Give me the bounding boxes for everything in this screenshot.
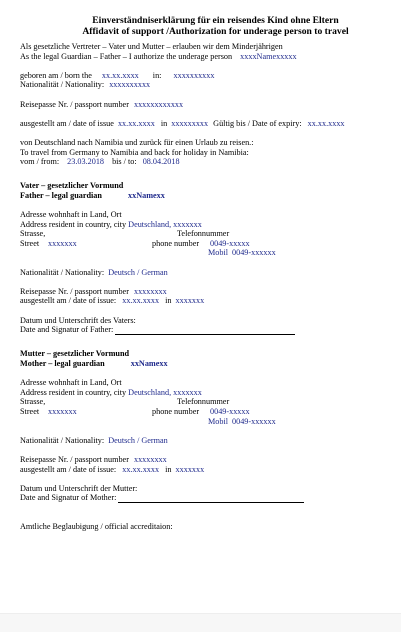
father-passport-value: xxxxxxxx xyxy=(133,286,167,296)
father-issue-label: ausgestellt am / date of issue: xyxy=(20,296,117,306)
mother-address-line xyxy=(20,388,393,398)
passport-value: xxxxxxxxxxxx xyxy=(133,99,184,109)
mother-street-value: xxxxxxx xyxy=(48,406,77,416)
mother-signature-line xyxy=(20,493,393,503)
intro-line-german: Als gesetzliche Vertreter – Vater und Mutter – erlauben wir dem Minderjährigen xyxy=(20,42,283,51)
father-street-german: Strasse, xyxy=(20,229,46,239)
father-street-row xyxy=(20,239,393,249)
father-nationality-line xyxy=(20,268,393,278)
nationality-value: xxxxxxxxxx xyxy=(109,80,151,90)
travel-line-english: To travel from Germany to Namibia and back for holiday in Namibia: xyxy=(20,147,249,157)
document-title xyxy=(0,15,401,37)
mother-phone-label: phone number xyxy=(152,406,200,416)
mother-nationality-value: Deutsch / German xyxy=(108,435,168,445)
father-street-value: xxxxxxx xyxy=(48,238,77,248)
mother-passport-value: xxxxxxxx xyxy=(133,454,167,464)
to-label: bis / to: xyxy=(112,157,137,167)
mother-address-label: Address resident in country, city xyxy=(20,387,127,397)
father-issue-value: xx.xx.xxxx xyxy=(122,296,160,306)
father-heading-english-line xyxy=(20,191,393,201)
father-address-line xyxy=(20,220,393,230)
father-name: xxNamexx xyxy=(128,190,165,200)
mother-address-value: Deutschland, xxxxxxx xyxy=(128,387,202,397)
document-page xyxy=(0,15,401,632)
mother-address-german: Adresse wohnhaft in Land, Ort xyxy=(20,378,122,388)
mother-signature-field xyxy=(118,494,304,503)
mother-phone-german: Telefonnummer xyxy=(177,397,230,407)
father-street-german-row xyxy=(20,229,393,239)
father-heading-german: Vater – gesetzlicher Vormund xyxy=(20,181,124,191)
mother-street-german-row xyxy=(20,397,393,407)
title-english: Affidavit of support /Authorization for underage person to travel xyxy=(82,26,349,37)
father-passport-line xyxy=(20,287,393,297)
father-nationality-value: Deutsch / German xyxy=(108,267,168,277)
mother-issue-place-label: in xyxy=(165,464,172,474)
mother-heading-english-line xyxy=(20,359,393,369)
expiry-label: Gültig bis / Date of expiry: xyxy=(213,118,302,128)
mother-mobile-row xyxy=(20,417,393,427)
child-birth-line xyxy=(20,71,393,81)
intro-line-english xyxy=(20,52,393,62)
father-signature-label: Date and Signatur of Father: xyxy=(20,325,114,335)
mother-signature-german: Datum und Unterschrift der Mutter: xyxy=(20,483,138,493)
intro-english-text: As the legal Guardian – Father – I authorize the underage person xyxy=(20,51,233,61)
father-mobile-label: Mobil xyxy=(208,248,229,258)
mother-street-label: Street xyxy=(20,406,40,416)
mother-passport-label: Reisepasse Nr. / passport number xyxy=(20,454,129,464)
travel-line-german: von Deutschland nach Namibia und zurück für einen Urlaub zu reisen.: xyxy=(20,137,254,147)
born-label: geboren am / born the xyxy=(20,70,92,80)
mother-issue-value: xx.xx.xxxx xyxy=(122,464,160,474)
father-signature-german: Datum und Unterschrift des Vaters: xyxy=(20,315,136,325)
mother-street-row xyxy=(20,407,393,417)
born-value: xx.xx.xxxx xyxy=(101,70,139,80)
father-address-german: Adresse wohnhaft in Land, Ort xyxy=(20,210,122,220)
father-street-label: Street xyxy=(20,238,40,248)
father-issue-place-label: in xyxy=(165,296,172,306)
father-heading-english: Father – legal guardian xyxy=(20,190,102,200)
father-address-value: Deutschland, xxxxxxx xyxy=(128,219,202,229)
mother-phone-value: 0049-xxxxx xyxy=(210,406,250,416)
mother-name: xxNamexx xyxy=(130,359,168,368)
issue-label: ausgestellt am / date of issue xyxy=(20,118,114,128)
to-date: 08.04.2018 xyxy=(142,157,180,167)
nationality-label: Nationalität / Nationality: xyxy=(20,80,105,90)
mother-issue-label: ausgestellt am / date of issue: xyxy=(20,464,117,474)
issue-place-label: in xyxy=(160,118,168,128)
from-date: 23.03.2018 xyxy=(67,157,105,167)
official-accreditation: Amtliche Beglaubigung / official accreditaion: xyxy=(20,522,173,532)
passport-label: Reisepasse Nr. / passport number xyxy=(20,99,129,109)
father-mobile-row xyxy=(20,248,393,258)
issue-place-value: xxxxxxxxx xyxy=(171,118,209,128)
father-address-label: Address resident in country, city xyxy=(20,219,127,229)
father-signature-field xyxy=(115,326,295,335)
father-issue-line xyxy=(20,296,393,306)
father-mobile-value: 0049-xxxxxx xyxy=(232,248,276,258)
expiry-value: xx.xx.xxxx xyxy=(307,118,345,128)
father-phone-label: phone number xyxy=(152,238,200,248)
father-phone-value: 0049-xxxxx xyxy=(210,238,250,248)
child-nationality-line xyxy=(20,80,393,90)
issue-value: xx.xx.xxxx xyxy=(117,118,155,128)
page-bottom-edge xyxy=(0,613,401,632)
title-german: Einverständniserklärung für ein reisendes Kind ohne Eltern xyxy=(92,15,339,26)
mother-nationality-label: Nationalität / Nationality: xyxy=(20,435,105,445)
child-passport-line xyxy=(20,100,393,110)
child-issue-line xyxy=(20,119,393,129)
mother-signature-label: Date and Signatur of Mother: xyxy=(20,493,117,503)
mother-nationality-line xyxy=(20,436,393,446)
birthplace-value: xxxxxxxxxx xyxy=(173,70,215,80)
birthplace-label: in: xyxy=(152,70,162,80)
mother-issue-line xyxy=(20,465,393,475)
document-body xyxy=(0,42,401,532)
child-name: xxxxNamexxxxx xyxy=(240,51,297,61)
mother-issue-place-value: xxxxxxx xyxy=(175,464,205,474)
mother-passport-line xyxy=(20,455,393,465)
father-issue-place-value: xxxxxxx xyxy=(175,296,205,306)
mother-mobile-label: Mobil xyxy=(208,416,229,426)
mother-heading-german: Mutter – gesetzlicher Vormund xyxy=(20,349,130,359)
mother-mobile-value: 0049-xxxxxx xyxy=(232,416,276,426)
mother-street-german: Strasse, xyxy=(20,397,46,407)
mother-heading-english: Mother – legal guardian xyxy=(20,359,105,368)
father-passport-label: Reisepasse Nr. / passport number xyxy=(20,286,129,296)
father-nationality-label: Nationalität / Nationality: xyxy=(20,267,105,277)
travel-dates-line xyxy=(20,157,393,167)
father-signature-line xyxy=(20,325,393,335)
father-phone-german: Telefonnummer xyxy=(177,229,230,239)
from-label: vom / from: xyxy=(20,157,60,167)
